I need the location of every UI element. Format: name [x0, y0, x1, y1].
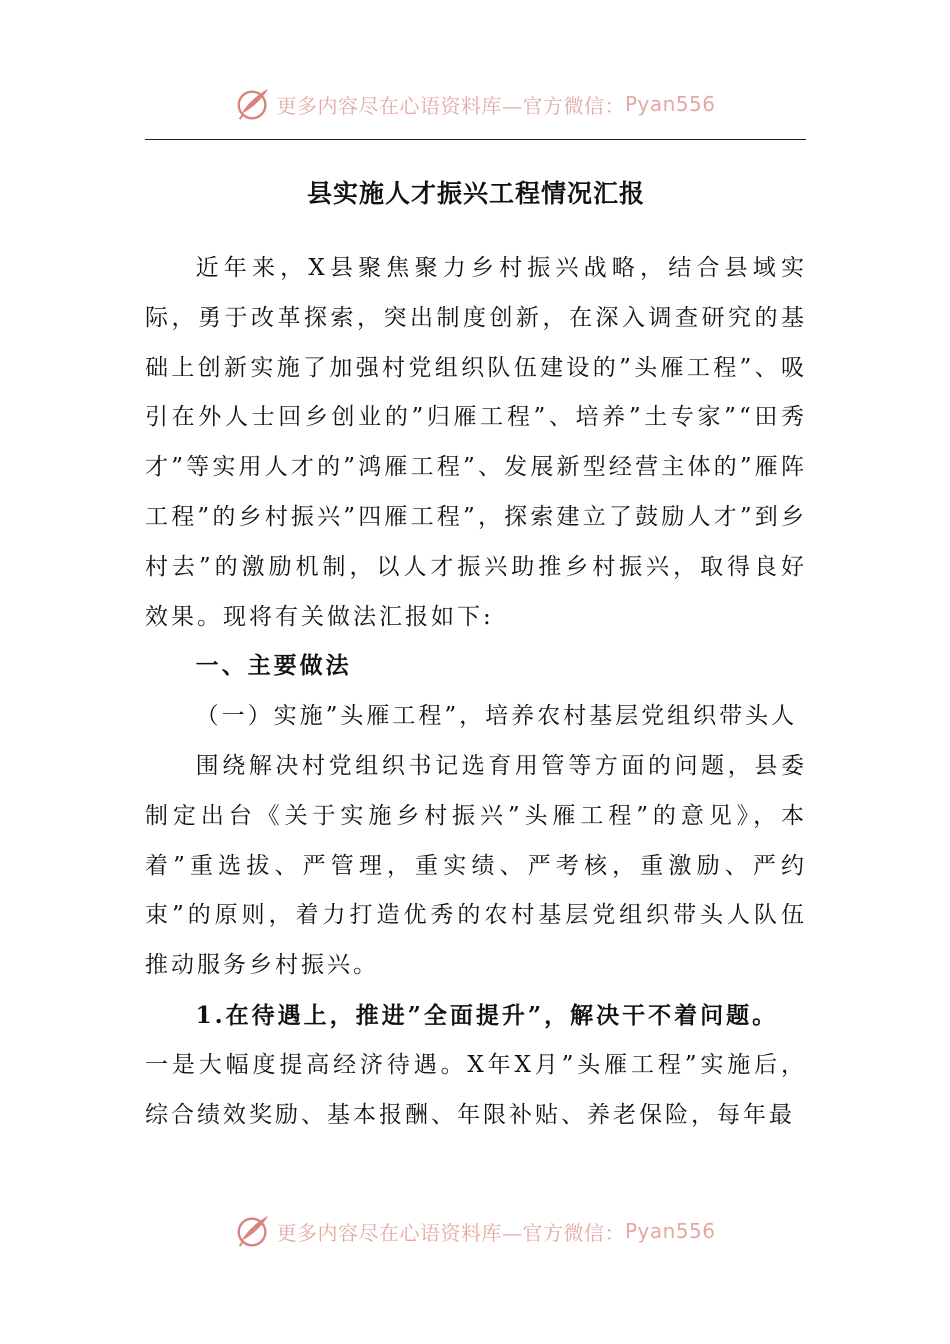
header-rule — [145, 139, 806, 140]
lead-goose-paragraph: 围绕解决村党组织书记选育用管等方面的问题，县委制定出台《关于实施乡村振兴”头雁工程”的意见》，本着”重选拔、严管理，重实绩、严考核，重激励、严约束”的原则，着力打造优秀的农村基层党组织带头人队伍推动服务乡村振兴。 — [145, 752, 807, 979]
document-body — [145, 172, 807, 1140]
watermark-text: 更多内容尽在心语资料库—官方微信： — [276, 1220, 625, 1245]
subsection-heading-lead-goose: （一）实施”头雁工程”，培养农村基层党组织带头人 — [195, 703, 798, 730]
watermark-footer — [0, 1211, 950, 1251]
point-heading-treatment: 1.在待遇上，推进”全面提升”，解决干不着问题。 — [195, 1001, 779, 1029]
watermark-wechat-id: Pyan556 — [624, 1219, 716, 1243]
watermark-header — [0, 84, 950, 124]
section-heading-main-practices: 一、主要做法 — [195, 653, 352, 680]
watermark-text: 更多内容尽在心语资料库—官方微信： — [276, 93, 625, 118]
treatment-paragraph: 一是大幅度提高经济待遇。X年X月”头雁工程”实施后，综合绩效奖励、基本报酬、年限补贴、养老保险，每年最 — [145, 1051, 807, 1128]
intro-paragraph: 近年来，X县聚焦聚力乡村振兴战略，结合县域实际，勇于改革探索，突出制度创新，在深入调查研究的基础上创新实施了加强村党组织队伍建设的”头雁工程”、吸引在外人士回乡创业的”归雁工程”、培养”土专家”“田秀才”等实用人才的”鸿雁工程”、发展新型经营主体的”雁阵工程”的乡村振兴”四雁工程”，探索建立了鼓励人才”到乡村去”的激励机制，以人才振兴助推乡村振兴，取得良好效果。现将有关做法汇报如下: — [145, 255, 807, 630]
quill-logo-icon — [234, 85, 272, 123]
document-title: 县实施人才振兴工程情况汇报 — [306, 179, 645, 208]
watermark-wechat-id: Pyan556 — [624, 92, 716, 116]
quill-logo-icon — [234, 1212, 272, 1250]
